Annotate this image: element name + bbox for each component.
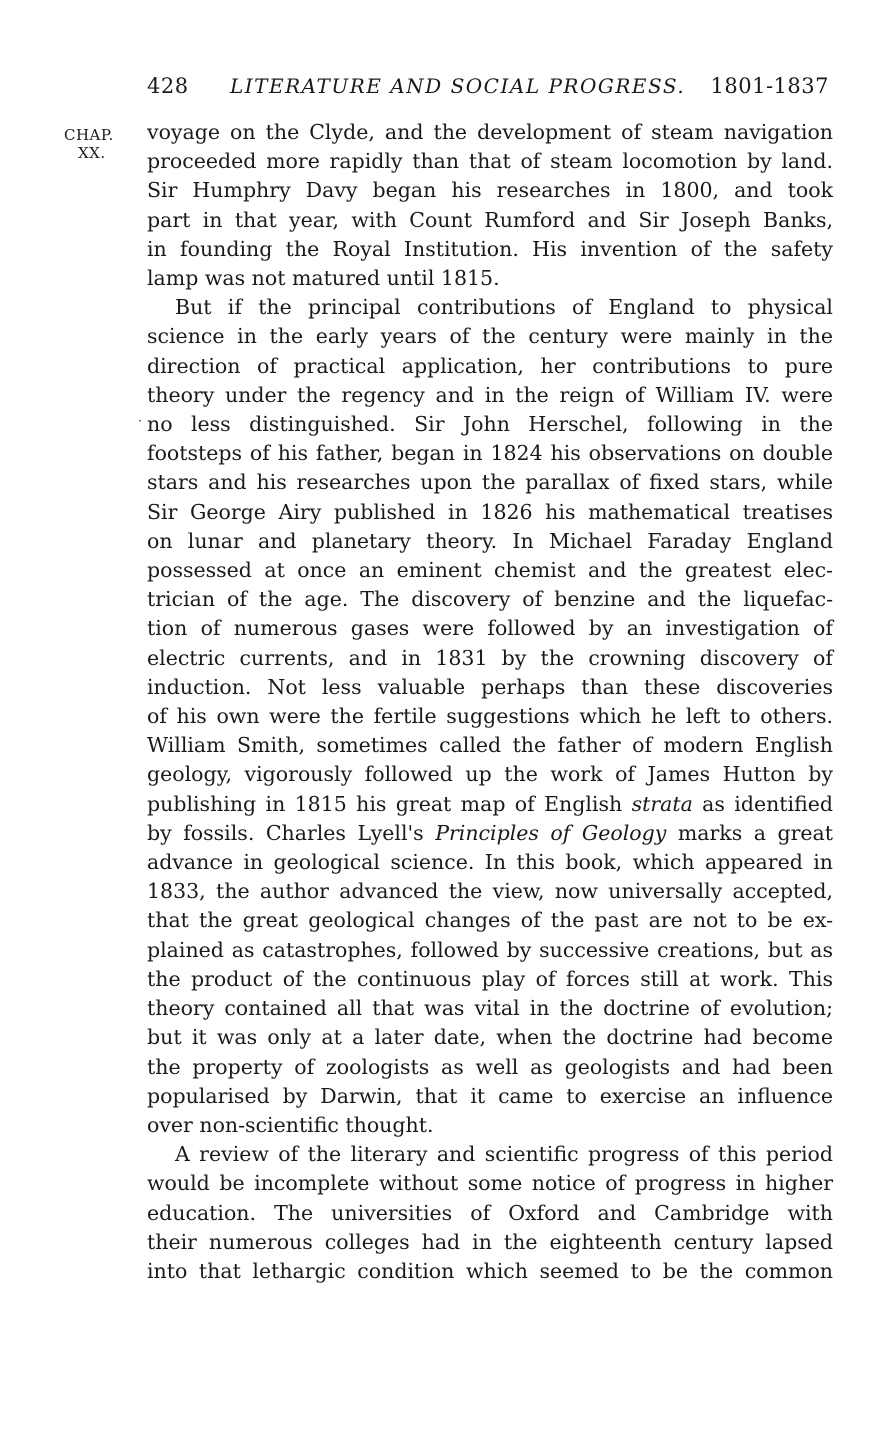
text-line: their numerous colleges had in the eighteenth century lapsed [147, 1229, 833, 1254]
text-line: theory contained all that was vital in the doctrine of evolution; [147, 996, 833, 1021]
paragraph [147, 118, 833, 293]
text-line: theory under the regency and in the reign of William IV. were [147, 382, 833, 407]
text-line: stars and his researches upon the parallax of fixed stars, while [147, 470, 833, 495]
text-line: in founding the Royal Institution. His invention of the safety [147, 236, 833, 261]
text-line: But if the principal contributions of England to physical [175, 295, 833, 320]
body-text [147, 118, 833, 1286]
text-line: direction of practical application, her contributions to pure [147, 353, 833, 378]
text-line: that the great geological changes of the past are not to be ex- [147, 908, 833, 933]
chapter-number: XX. [78, 144, 106, 162]
book-title: Principles of Geology [435, 820, 667, 845]
text-line: no less distinguished. Sir John Herschel, following in the [147, 412, 833, 437]
text-run: as identified [692, 791, 833, 816]
text-line: but it was only at a later date, when the doctrine had become [147, 1025, 833, 1050]
text-line: over non-scientific thought. [147, 1112, 434, 1137]
chapter-marker [64, 126, 134, 162]
text-line: popularised by Darwin, that it came to exercise an influence [147, 1083, 833, 1108]
paragraph [147, 293, 833, 1140]
text-line: geology, vigorously followed up the work of James Hutton by [147, 762, 833, 787]
text-line: footsteps of his father, began in 1824 his observations on double [147, 441, 833, 466]
text-line: into that lethargic condition which seemed to be the common [147, 1258, 833, 1283]
text-line: of his own were the fertile suggestions which he left to others. [147, 704, 833, 729]
text-line: electric currents, and in 1831 by the crowning discovery of [147, 645, 833, 670]
text-line: the property of zoologists as well as geologists and had been [147, 1054, 833, 1079]
text-line [147, 790, 833, 819]
chapter-label: CHAP. [64, 126, 114, 144]
text-line: would be incomplete without some notice of progress in higher [147, 1171, 833, 1196]
running-head [147, 74, 829, 108]
text-line: Sir George Airy published in 1826 his mathematical treatises [147, 499, 833, 524]
text-line: 1833, the author advanced the view, now universally accepted, [147, 879, 833, 904]
text-line: plained as catastrophes, followed by successive creations, but as [147, 937, 833, 962]
text-line: A review of the literary and scientific progress of this period [175, 1142, 833, 1167]
text-line: part in that year, with Count Rumford and Sir Joseph Banks, [147, 207, 833, 232]
text-run: marks a great [666, 820, 833, 845]
text-line: science in the early years of the century were mainly in the [147, 324, 833, 349]
italic-term: strata [631, 791, 693, 816]
text-line: voyage on the Clyde, and the development of steam navigation [147, 120, 833, 144]
text-line: the product of the continuous play of forces still at work. This [147, 966, 833, 991]
text-line: education. The universities of Oxford and Cambridge with [147, 1200, 833, 1225]
text-line: William Smith, sometimes called the father of modern English [147, 733, 833, 758]
page-number: 428 [147, 74, 189, 98]
text-run: publishing in 1815 his great map of English [147, 791, 632, 816]
margin-mark: · [138, 414, 142, 428]
text-line: lamp was not matured until 1815. [147, 266, 500, 291]
text-line: induction. Not less valuable perhaps than these discoveries [147, 674, 833, 699]
text-line: on lunar and planetary theory. In Michael Faraday England [147, 528, 833, 553]
text-line: tion of numerous gases were followed by an investigation of [147, 616, 833, 641]
text-line: possessed at once an eminent chemist and the greatest elec- [147, 558, 833, 583]
paragraph [147, 1140, 833, 1286]
text-line [147, 819, 833, 848]
text-run: by fossils. Charles Lyell's [147, 820, 436, 845]
date-range: 1801-1837 [710, 74, 829, 98]
text-line: advance in geological science. In this book, which appeared in [147, 850, 833, 875]
text-line: Sir Humphry Davy began his researches in 1800, and took [147, 178, 833, 203]
running-title: LITERATURE AND SOCIAL PROGRESS. [230, 74, 686, 98]
text-line: proceeded more rapidly than that of steam locomotion by land. [147, 149, 833, 174]
text-line: trician of the age. The discovery of benzine and the liquefac- [147, 587, 833, 612]
